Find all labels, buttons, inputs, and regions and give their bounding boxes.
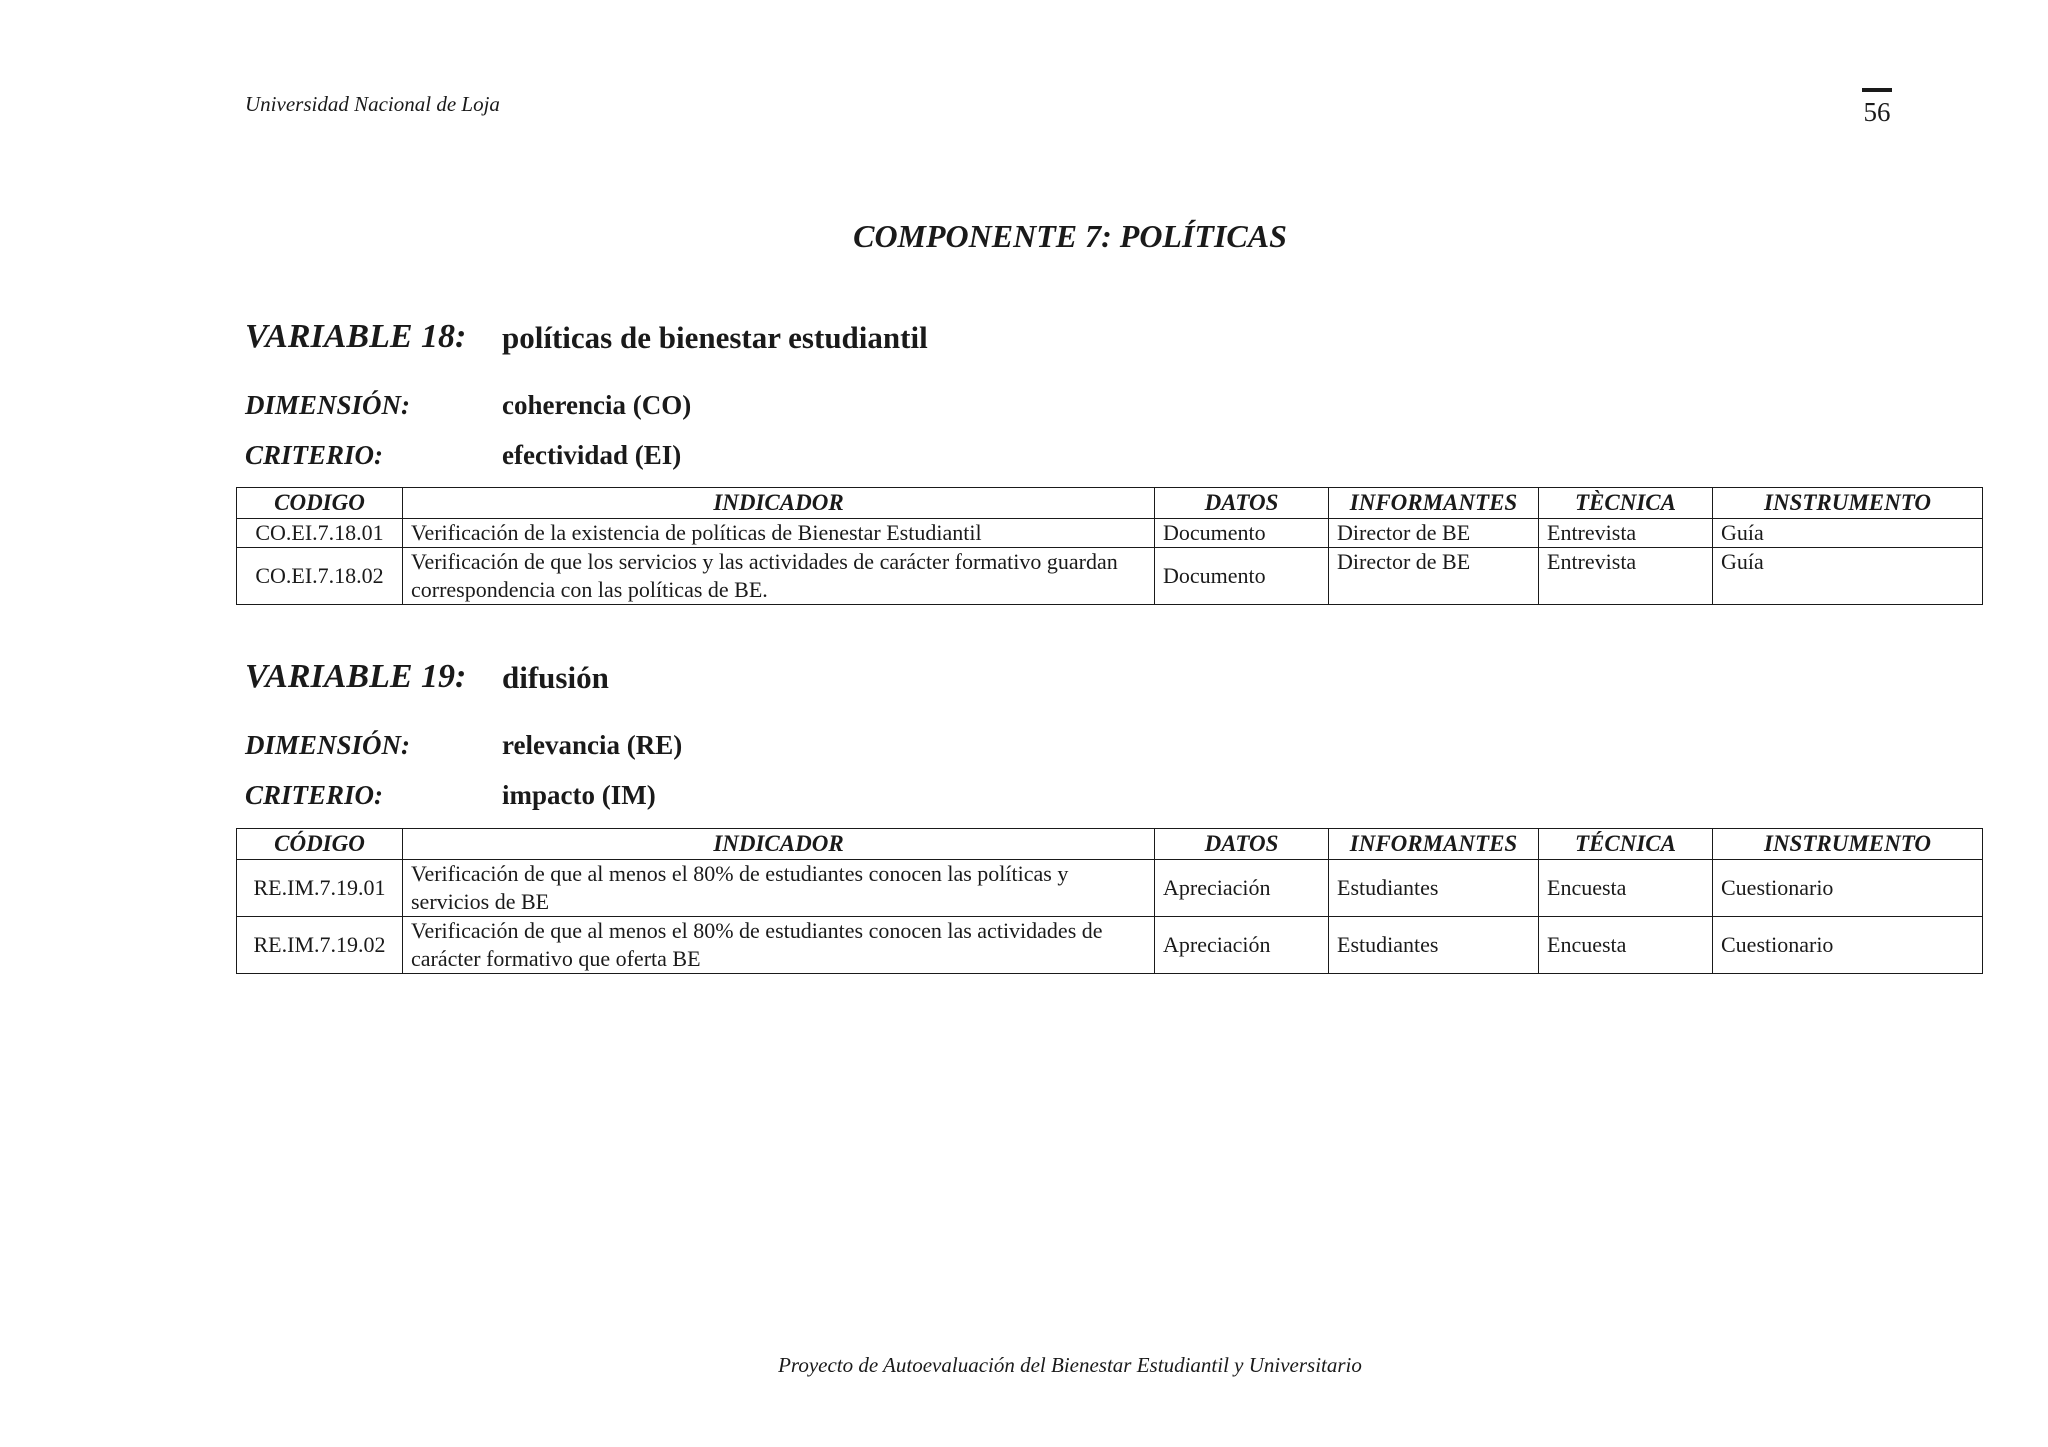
cell-datos: Apreciación bbox=[1155, 860, 1329, 917]
header-informantes: INFORMANTES bbox=[1329, 488, 1539, 519]
cell-indicador: Verificación de que al menos el 80% de estudiantes conocen las actividades de carácter formativo que oferta BE bbox=[403, 917, 1155, 974]
header-datos: DATOS bbox=[1155, 488, 1329, 519]
dimension-value: relevancia (RE) bbox=[502, 730, 683, 760]
cell-informantes: Director de BE bbox=[1329, 519, 1539, 548]
page-number-bar bbox=[1862, 88, 1892, 92]
dimension-label: DIMENSIÓN: bbox=[245, 730, 411, 760]
indicator-table bbox=[236, 828, 1983, 974]
cell-indicador: Verificación de que al menos el 80% de estudiantes conocen las políticas y servicios de BE bbox=[403, 860, 1155, 917]
cell-codigo: CO.EI.7.18.01 bbox=[237, 519, 403, 548]
header-indicador: INDICADOR bbox=[403, 829, 1155, 860]
table-row bbox=[237, 917, 1983, 974]
table-row bbox=[237, 519, 1983, 548]
cell-instrumento: Guía bbox=[1713, 548, 1983, 605]
variable-label: VARIABLE 19: bbox=[245, 658, 467, 695]
cell-datos: Documento bbox=[1155, 519, 1329, 548]
cell-tecnica: Entrevista bbox=[1539, 548, 1713, 605]
header-datos: DATOS bbox=[1155, 829, 1329, 860]
criterio-label: CRITERIO: bbox=[245, 780, 384, 810]
header-tecnica: TÈCNICA bbox=[1539, 488, 1713, 519]
cell-informantes: Director de BE bbox=[1329, 548, 1539, 605]
cell-instrumento: Cuestionario bbox=[1713, 860, 1983, 917]
variable-label: VARIABLE 18: bbox=[245, 318, 467, 355]
running-footer: Proyecto de Autoevaluación del Bienestar Estudiantil y Universitario bbox=[778, 1353, 1362, 1377]
header-instrumento: INSTRUMENTO bbox=[1713, 829, 1983, 860]
cell-datos: Documento bbox=[1155, 548, 1329, 605]
criterio-value: efectividad (EI) bbox=[502, 440, 682, 470]
cell-datos: Apreciación bbox=[1155, 917, 1329, 974]
cell-instrumento: Guía bbox=[1713, 519, 1983, 548]
header-codigo: CODIGO bbox=[237, 488, 403, 519]
cell-tecnica: Encuesta bbox=[1539, 917, 1713, 974]
header-instrumento: INSTRUMENTO bbox=[1713, 488, 1983, 519]
header-informantes: INFORMANTES bbox=[1329, 829, 1539, 860]
criterio-label: CRITERIO: bbox=[245, 440, 384, 470]
cell-tecnica: Encuesta bbox=[1539, 860, 1713, 917]
cell-indicador: Verificación de la existencia de políticas de Bienestar Estudiantil bbox=[403, 519, 1155, 548]
indicator-table bbox=[236, 487, 1983, 605]
cell-informantes: Estudiantes bbox=[1329, 860, 1539, 917]
table-header-row bbox=[237, 829, 1983, 860]
criterio-value: impacto (IM) bbox=[502, 780, 656, 810]
cell-codigo: RE.IM.7.19.02 bbox=[237, 917, 403, 974]
cell-indicador: Verificación de que los servicios y las actividades de carácter formativo guardan correspondencia con las políticas de BE. bbox=[403, 548, 1155, 605]
page-number-text: 56 bbox=[1863, 97, 1891, 127]
header-codigo: CÓDIGO bbox=[237, 829, 403, 860]
cell-codigo: CO.EI.7.18.02 bbox=[237, 548, 403, 605]
cell-codigo: RE.IM.7.19.01 bbox=[237, 860, 403, 917]
dimension-value: coherencia (CO) bbox=[502, 390, 692, 420]
cell-informantes: Estudiantes bbox=[1329, 917, 1539, 974]
cell-tecnica: Entrevista bbox=[1539, 519, 1713, 548]
page-number bbox=[1862, 88, 1892, 128]
table-row bbox=[237, 548, 1983, 605]
header-tecnica: TÉCNICA bbox=[1539, 829, 1713, 860]
variable-value: difusión bbox=[502, 660, 609, 695]
header-indicador: INDICADOR bbox=[403, 488, 1155, 519]
table-header-row bbox=[237, 488, 1983, 519]
dimension-label: DIMENSIÓN: bbox=[245, 390, 411, 420]
variable-value: políticas de bienestar estudiantil bbox=[502, 320, 928, 355]
cell-instrumento: Cuestionario bbox=[1713, 917, 1983, 974]
component-title: COMPONENTE 7: POLÍTICAS bbox=[853, 218, 1287, 254]
running-header: Universidad Nacional de Loja bbox=[245, 92, 500, 116]
table-row bbox=[237, 860, 1983, 917]
